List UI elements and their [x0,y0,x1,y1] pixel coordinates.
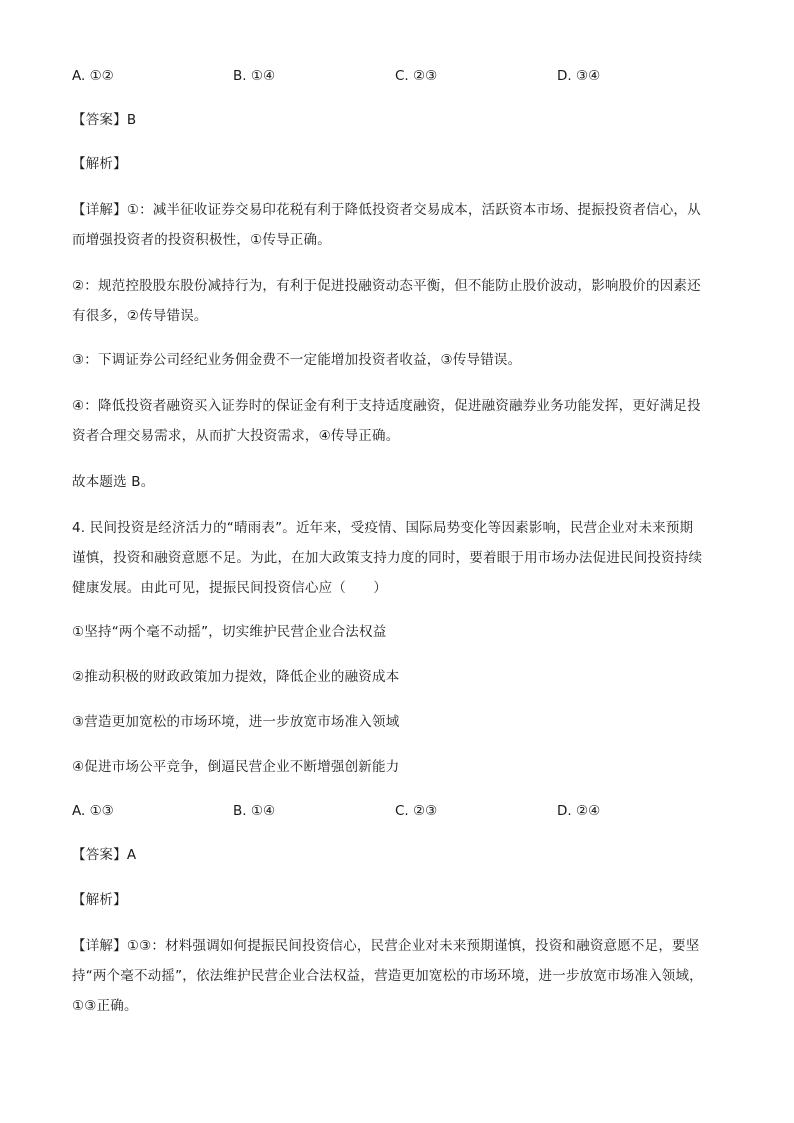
q3-detail-line-1 [72,200,701,220]
q4-detail-line-2: 持“两个毫不动摇”，依法维护民营企业合法权益，营造更加宽松的市场环境，进一步放宽市场准入领域， [72,968,703,984]
q4-option-c: C. ②③ [395,803,438,819]
q3-para2-line-1: ②：规范控股股东股份减持行为，有利于促进投融资动态平衡，但不能防止股价波动，影响股价的因素还 [72,278,701,294]
q4-item-1: ①坚持“两个毫不动摇”，切实维护民营企业合法权益 [72,624,387,640]
q4-stem-line-3: 健康发展。由此可见，提振民间投资信心应（ ） [72,580,388,596]
q3-options [72,66,732,86]
q3-para2-line-2: 有很多，②传导错误。 [72,308,208,324]
q3-para4-line-2: 资者合理交易需求，从而扩大投资需求，④传导正确。 [72,428,400,444]
q4-option-d: D. ②④ [557,803,601,819]
q3-option-d: D. ③④ [557,68,601,84]
q4-item-3: ③营造更加宽松的市场环境，进一步放宽市场准入领域 [72,714,400,730]
q4-item-4: ④促进市场公平竞争，倒逼民营企业不断增强创新能力 [72,759,400,775]
detail-tag: 【详解】 [72,202,127,218]
q4-detail-line-1 [72,936,699,956]
q3-detail-line-2: 而增强投资者的投资积极性，①传导正确。 [72,232,331,248]
q3-option-c: C. ②③ [395,68,438,84]
q3-answer [72,110,136,130]
q4-stem-line-1: 4. 民间投资是经济活力的“晴雨表”。近年来，受疫情、国际局势变化等因素影响，民营企业对未来预期 [72,520,694,536]
q3-analysis-tag: 【解析】 [72,156,127,172]
detail-text: ①：减半征收证券交易印花税有利于降低投资者交易成本，活跃资本市场、提振投资者信心，从 [126,202,701,218]
q4-item-2: ②推动积极的财政政策加力提效，降低企业的融资成本 [72,669,400,685]
q4-detail-line-3: ①③正确。 [72,998,138,1014]
detail-text: ①③：材料强调如何提振民间投资信心，民营企业对未来预期谨慎，投资和融资意愿不足，要坚 [126,938,700,954]
q3-option-a: A. ①② [72,68,114,84]
q4-analysis-tag: 【解析】 [72,892,127,908]
q4-stem-line-2: 谨慎，投资和融资意愿不足。为此，在加大政策支持力度的同时，要着眼于用市场办法促进民间投资持续 [72,550,703,566]
answer-value: A [126,847,137,863]
q3-para3-line-1: ③：下调证券公司经纪业务佣金费不一定能增加投资者收益，③传导错误。 [72,352,522,368]
q4-option-a: A. ①③ [72,803,114,819]
q4-options [72,801,732,821]
detail-tag: 【详解】 [72,938,127,954]
q4-answer [72,845,136,865]
answer-tag: 【答案】 [72,847,127,863]
q4-option-b: B. ①④ [233,803,276,819]
q3-para4-line-1: ④：降低投资者融资买入证券时的保证金有利于支持适度融资，促进融资融券业务功能发挥，更好满足投 [72,398,701,414]
answer-value: B [126,112,137,128]
q3-conclusion: 故本题选 B。 [72,474,155,490]
q3-option-b: B. ①④ [233,68,276,84]
answer-tag: 【答案】 [72,112,127,128]
